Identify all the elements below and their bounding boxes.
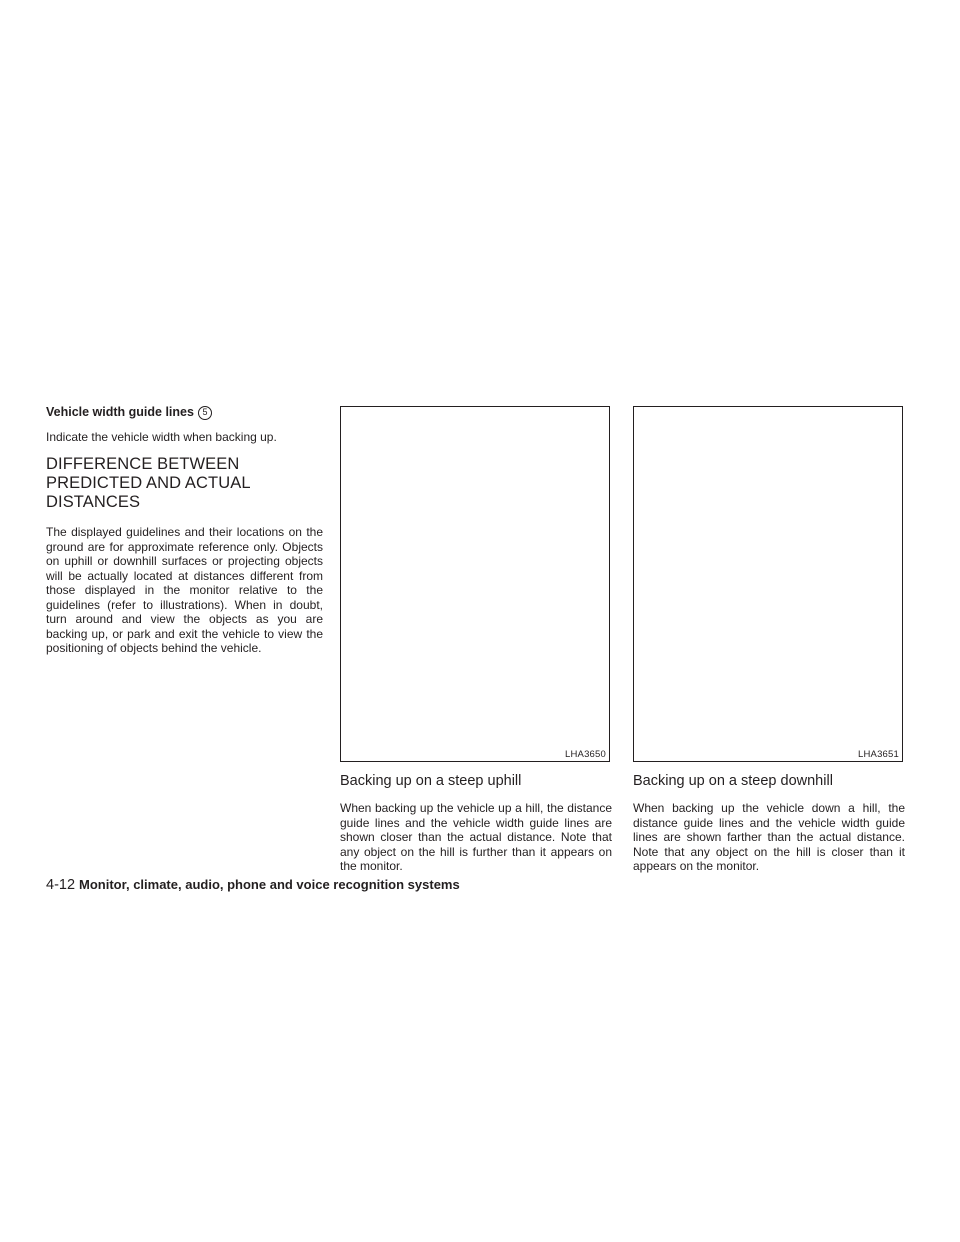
downhill-figure-code: LHA3651 [857,749,899,760]
page-footer [46,877,460,893]
chapter-title: Monitor, climate, audio, phone and voice recognition systems [79,877,460,892]
left-column [46,405,323,656]
subheading-text: Vehicle width guide lines [46,405,194,419]
circled-number-marker: 5 [198,406,212,420]
downhill-illustration [633,406,903,762]
uphill-column [340,406,612,874]
page-number: 4-12 [46,877,76,893]
downhill-column [633,406,905,874]
uphill-illustration [340,406,610,762]
downhill-heading: Backing up on a steep downhill [633,773,833,789]
uphill-figure-code: LHA3650 [564,749,606,760]
section-body: The displayed guidelines and their locations on the ground are for approximate reference only. Objects on uphill or downhill surfaces or projecting objects will be actually located at distances different from those displayed in the monitor relative to the guidelines (refer to illustrations). When in doubt, turn around and view the objects as you are backing up, or park and exit the vehicle to view the positioning of objects behind the vehicle. [46,525,323,655]
downhill-text: When backing up the vehicle down a hill, the distance guide lines and the vehicle width guide lines are shown farther than the actual distance. Note that any object on the hill is closer than it appears on the monitor. [633,801,905,873]
uphill-text: When backing up the vehicle up a hill, the distance guide lines and the vehicle width guide lines are shown closer than the actual distance. Note that any object on the hill is further than it appears on the monitor. [340,801,612,873]
section-title: DIFFERENCE BETWEEN PREDICTED AND ACTUAL DISTANCES [46,455,251,511]
vehicle-width-guide-lines-heading [46,405,323,420]
vehicle-width-intro: Indicate the vehicle width when backing up. [46,430,277,444]
uphill-heading: Backing up on a steep uphill [340,773,522,789]
